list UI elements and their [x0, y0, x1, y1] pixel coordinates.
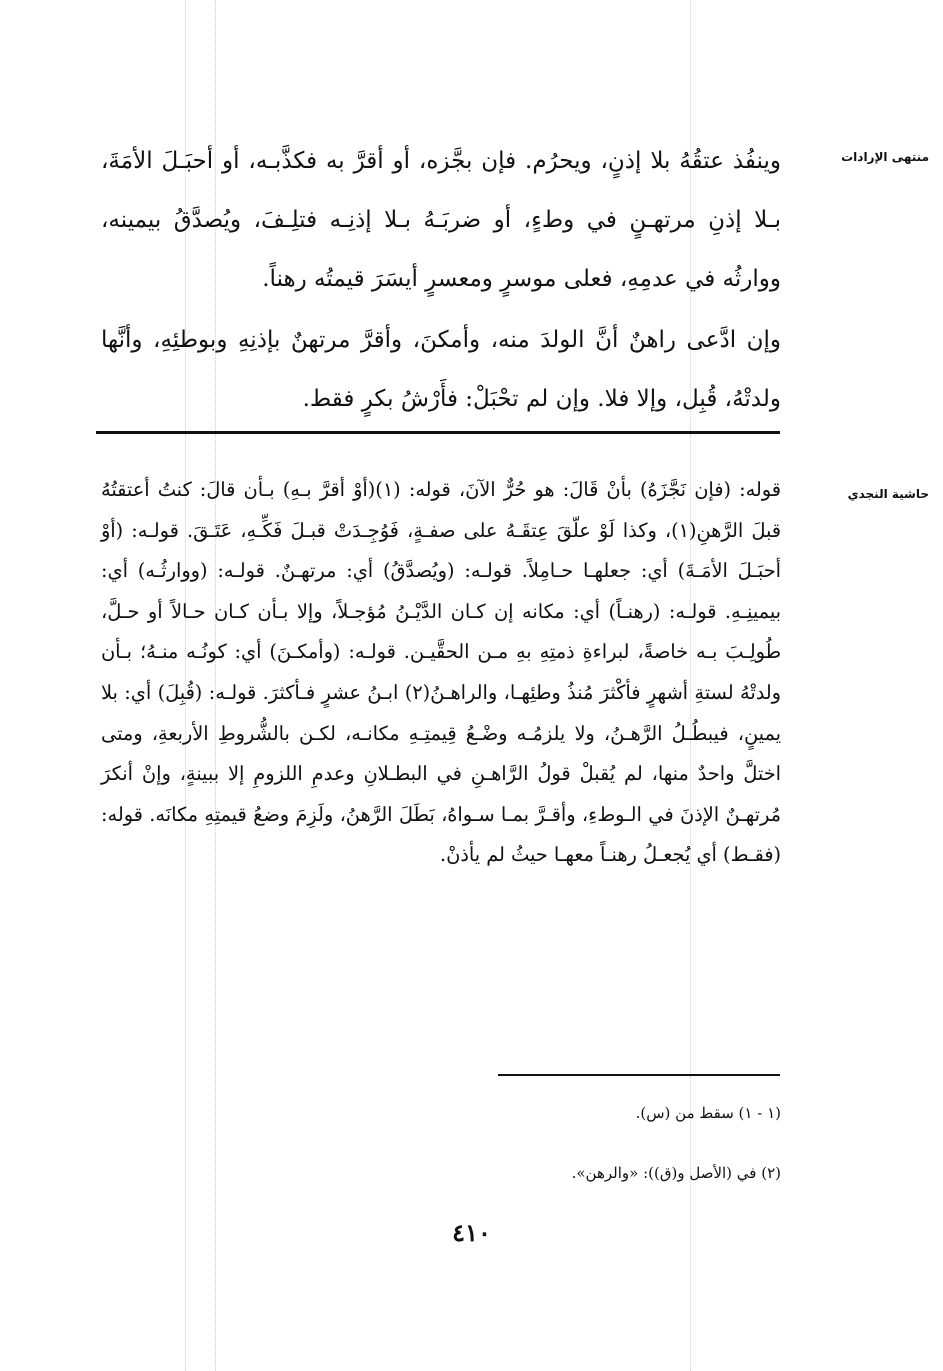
- page-number: ٤١٠: [452, 1218, 491, 1247]
- footnote-1: (١ - ١) سقط من (س).: [635, 1104, 781, 1122]
- footnote-divider: [498, 1074, 780, 1076]
- main-text: [101, 132, 781, 429]
- section-divider: [96, 431, 780, 434]
- side-label-matn: منتهى الإرادات: [841, 150, 929, 164]
- side-label-hashiya: حاشية النجدي: [847, 487, 929, 501]
- commentary-text: قوله: (فإن نَجَّزَهُ) بأنْ قَالَ: هو حُرٌّ الآنَ، قوله: (١)(أوْ أقرَّ بـهِ) بـأن قالَ: كنتُ أعتقتُهُ قبلَ الرَّهنِ(١)، وكذا لَوْ علّقَ عِتقَـهُ على صفـةٍ، فَوُجِـدَتْ قبـلَ فَكِّـهِ، عَتَـقَ. قولـه: (أوْ أحبَـلَ الأمَـةَ) أي: جعلهـا حـامِلاً. قولـه: (ويُصدَّقُ) أي: مرتهـنٌ. قولـه: (ووارثُـه) أي: بيمينِـهِ. قولـه: (رهنـاً) أي: مكانه إن كـان الدَّيْـنُ مُؤجـلاً، وإلا بـأن كـان حـالاً أو حـلَّ، طُولِـبَ بـه خاصةً، لبراءةِ ذمتِهِ بهِ مـن الحقَّيـن. قولـه: (وأمكـنَ) أي: كونُـه منـهُ؛ بـأن ولدتْهُ لستةِ أشهرٍ فأكْثرَ مُنذُ وطئِهـا، والراهـنُ(٢) ابـنُ عشرٍ فـأكثرَ. قولـه: (قُبِلَ) أي: بلا يمينٍ، فيبطُـلُ الرَّهـنُ، ولا يلزمُـه وضْـعُ قِيمتِـهِ مكانـه، لكـن بالشُّروطِ الأربعةِ، ومتى اختلَّ واحدٌ منها، لم يُقبلْ قولُ الرَّاهـنِ في البطـلانِ وعدمِ اللزومِ إلا ببينةٍ، وإنْ أنكرَ مُرتهـنٌ الإذنَ في الـوطءِ، وأقـرَّ بمـا سـواهُ، بَطَلَ الرَّهنُ، ولَزِمَ وضعُ قيمتِهِ مكانَه. قوله: (فقـط) أي يُجعـلُ رهنـاً معهـا حيثُ لم يأذنْ.: [101, 478, 781, 867]
- main-paragraph-1: وينفُذ عتقُهُ بلا إذنٍ، ويحرُم. فإن بجَّزه، أو أقرَّ به فكذَّبـه، أو أحبَـلَ الأمَةَ، بـلا إذنِ مرتهـنٍ في وطءٍ، أو ضربَـهُ بـلا إذنِـه فتلِـفَ، ويُصدَّقُ بيمينه، ووارثُه في عدمِهِ، فعلى موسرٍ ومعسرٍ أيسَرَ قيمتُه رهناً.: [101, 148, 781, 292]
- main-paragraph-2: وإن ادَّعى راهنٌ أنَّ الولدَ منه، وأمكنَ، وأقرَّ مرتهنٌ بإذنِهِ وبوطئِهِ، وأنَّها ولدتْهُ، قُبِل، وإلا فلا. وإن لم تحْبَلْ: فأَرْشُ بكرٍ فقط.: [101, 327, 781, 412]
- footnote-2: (٢) في (الأصل و(ق)): «والرهن».: [571, 1164, 781, 1182]
